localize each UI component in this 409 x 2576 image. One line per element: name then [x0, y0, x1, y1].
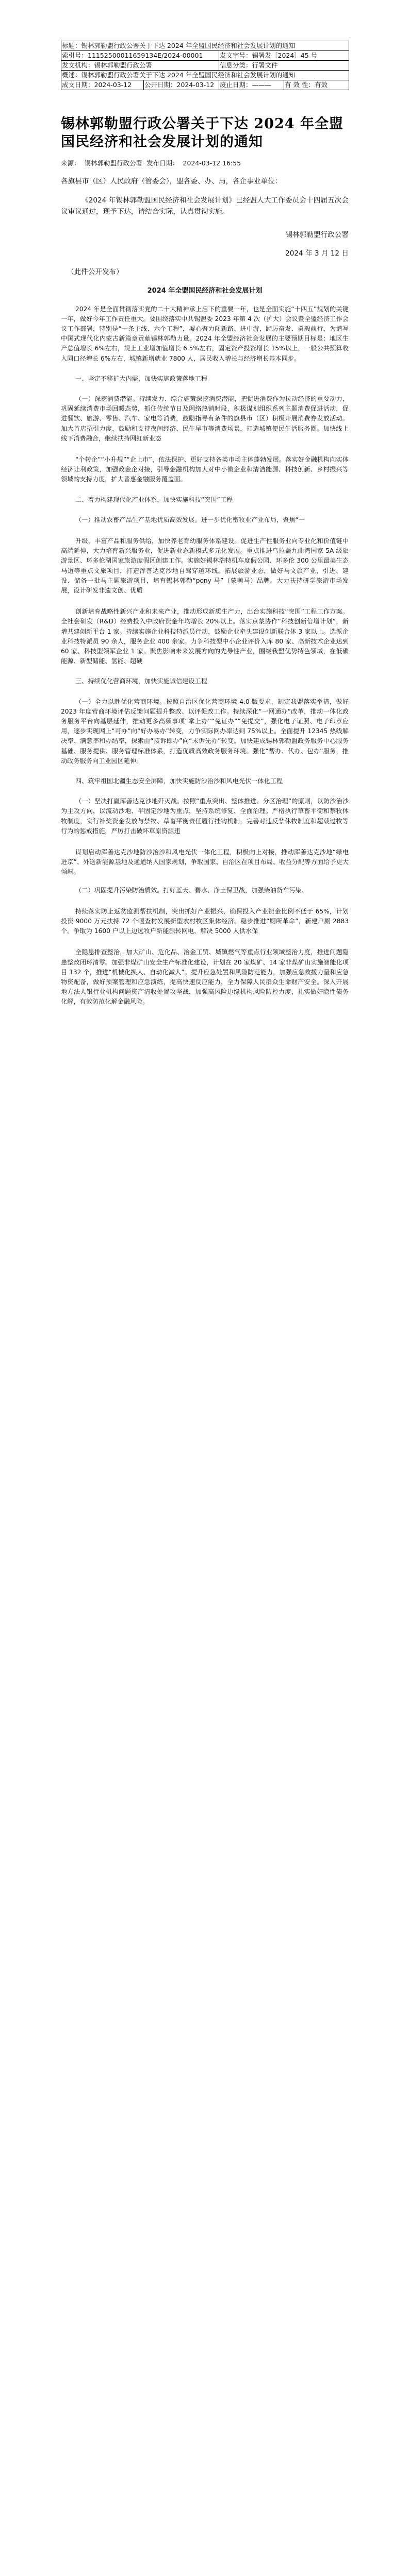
document-title: 锡林郭勒盟行政公署关于下达 2024 年全盟国民经济和社会发展计划的通知 [61, 116, 343, 150]
signature: 锡林郭勒盟行政公署 [285, 230, 349, 239]
plan-preface: 2024 年是全面贯彻落实党的二十大精神承上启下的重要一年，也是全面实施“十四五”规划的关键一年，做好今年工作责任重大。要围绕落实中共锡盟委 2023 年第 4 次（扩大）会议暨全盟经济工作会议工作部署，特别是“一条主线、六个工程”，凝心聚力闯新路、进中游，踔厉奋发、勇毅前行，为谱写中国式现代化内蒙古新篇章贡献锡林郭勒力量。2024 年全盟经济社会发展的主要预期目标是：地区生产总值增长 6%左右，规上工业增加值增长 6.5%左右，固定资产投资增长 15%以上，一般公共预算收入同口径增长 6%左右，城镇新增就业 7800 人，居民收入增长与经济增长基本同步。 [61, 305, 349, 362]
section-paragraph: 升级，丰富产品和服务供给，加快养老育幼服务体系建设。促进生产性服务业向专业化和价值链中高端延伸，大力培育新兴服务业，促进新业态新模式多元化发展。重点推进乌拉盖九曲湾国家 5A 级旅游景区、环多伦湖国家旅游度假区创建工作。实施好锡林浩特机车度假公园、环多伦 300 公里最美生态马道等重点文旅项目，打造浑善达克沙地自驾穿越环线。拓展旅游业态，做好马文旅产业，引进、建设、储备一批马主题旅游项目，培育锡林郭勒“pony 马”（蒙萌马）品牌。大力扶持研学旅游市场发展，设计研发非遗文创、优质 [61, 537, 349, 594]
intro-paragraph: 《2024 年锡林郭勒盟国民经济和社会发展计划》已经盟人大工作委员会十四届五次会议审议通过，现予下达，请结合实际，认真贯彻实施。 [61, 196, 349, 216]
meta-doc-no: 发文字号：锡署发〔2024〕45 号 [219, 51, 349, 61]
public-release-note: （此件公开发布） [67, 267, 123, 276]
salutation: 各旗县市（区）人民政府（管委会），盟各委、办、局，各企事业单位： [61, 177, 282, 185]
meta-category: 信息分类：行署文件 [219, 61, 349, 71]
section-paragraph: （一）坚决打赢浑善达克沙地歼灭战。按照“重点突出、整体推进、分区治理”的原则，以防沙治沙为主攻方向，以流动沙地、半固定沙地为重点，坚持系统修复、全面治理。严格执行草畜平衡和禁牧休牧制度，实行补奖资金发放与禁牧、草畜平衡责任履行挂钩机制，完善对违反禁休牧制度和超载过牧等行为的惩戒措施，严厉打击破坏草原资源违 [61, 798, 349, 835]
document-page [61, 41, 349, 1007]
meta-repeal-date: 废止日期：——— [219, 80, 284, 90]
section-paragraph: 全隐患排查整治，加大矿山、危化品、治金工贸、城镇燃气等重点行业领域整治力度，推进问题隐患整改闭环清零。加强非煤矿山安全生产标准化建设，计划在 20 家煤矿、14 家非煤矿山实施智能化项目 132 个，推进“机械化换人、自动化减人”。提升应急处置和风险防范能力，加强应急救援力量和应急物资配备，做好预案管理和应急演练，提高快速反应能力，全力保障人民群众生命财产安全。深入开展地方法人银行业机构问题资产清收处置攻坚战，加强高风险边缘机构风险防控力度，扎实做好隐性债务化解，有效防范化解金融风险。 [61, 948, 349, 1006]
plan-section [61, 374, 349, 485]
meta-summary: 概述：锡林郭勒盟行政公署关于下达 2024 年全盟国民经济和社会发展计划的通知 [61, 71, 349, 80]
section-heading: 二、着力构建现代化产业体系，加快实施科技“突围”工程 [75, 496, 233, 503]
plan-section [61, 495, 349, 667]
section-paragraph: （一）全力以赴优化营商环境。按照自治区优化营商环境 4.0 版要求，制定我盟落实举措，做好 2023 年度营商环境评估反馈问题提升整改、以评促改工作。持续深化“一网通办”改革，推动一体化政务服务平台向基层延伸，推动更多高频事项“掌上办”“免证办”“免提交”，强化电子证照、电子印章应用，逐步实现网上“可办”向“好办易办”转变，力争实际网办率达到 75%以上。全面提升 12345 热线解决率、满意率和办结率，探索由“接诉即办”向“未诉先办”转变。加快建成锡林郭勒盟政务服务中心服务基础、服务提供、服务管理标准体系，打造优质高效政务服务环境。强化“帮办、代办、包办”服务，推动政务服务向工业园区延伸。 [61, 698, 349, 765]
publish-date-label: 发布日期： [146, 159, 179, 167]
section-paragraph: （一）深挖消费潜能。持续发力、综合施策深挖消费潜能，把促进消费作为拉动经济的重要动力，巩固延续消费市场回暖态势，抓住传统节日及网络热销时段，积极谋划组织系列主题消费促进活动，促进餐饮、旅游、零售、汽车、家电等消费，鼓励指导有条件的旗县市（区）积极开展消费券发放活动。加大首店招引力度，鼓励和支持夜间经济、民生早市等消费场景，打造城镇便民生活服务圈。加快线上线下消费融合，继续扶持网红新业态 [61, 395, 349, 442]
plan-section [61, 676, 349, 766]
publish-date-value: 2024-03-12 16:55 [183, 159, 241, 167]
meta-row-dates [61, 80, 349, 90]
source-line [61, 158, 349, 168]
meta-issuer: 发文机构：锡林郭勒盟行政公署 [61, 61, 219, 71]
section-paragraph: （二）巩固提升污染防治质效。打好蓝天、碧水、净土保卫战，加强柴油货车污染、 [75, 886, 308, 894]
meta-validity: 有 效 性：有效 [284, 80, 349, 90]
section-paragraph: 谋划启动浑善达克沙地防沙治沙和风电光伏一体化工程，积极向上对接，推动浑善达克沙地“绿电进京”、外送新能源基地及通道纳入国家规划，争取国家、自治区在项目布局、收益分配等方面给予更大倾斜。 [61, 849, 349, 876]
metadata-table [61, 41, 349, 90]
meta-title: 标题：锡林郭勒盟行政公署关于下达 2024 年全盟国民经济和社会发展计划的通知 [61, 41, 349, 51]
signature-date: 2024 年 3 月 12 日 [285, 249, 349, 258]
section-heading: 三、持续优化营商环境，加快实施诚信建设工程 [75, 677, 207, 685]
source-value: 锡林郭勒盟行政公署 [84, 159, 143, 167]
section-heading: 一、坚定不移扩大内需，加快实施政策落地工程 [75, 375, 207, 382]
section-paragraph: “个转企”“小升规”“企上市”，依法保护、更好支持各类市场主体蓬勃发展。落实好金融机构向实体经济让利政策，加强政金企对接，引导金融机构加大对中小微企业和清洁能源、科技创新、乡村振兴等领域的支持力度，扩大普惠金融服务覆盖面。 [61, 455, 349, 483]
section-paragraph: （一）推动农畜产品生产基地优质高效发展。进一步优化畜牧业产业布局，聚焦“一 [75, 516, 305, 523]
meta-written-date: 成文日期：2024-03-12 [61, 80, 144, 90]
section-paragraph: 持续落实防止返贫监测帮扶机制，突出抓好产业振兴，确保投入产业资金比例不低于 65%，计划投资 9000 万元扶持 72 个嘎查村发展新型农村牧区集体经济。稳步推进“厕所革命”，新建户厕 2883 个。争取为 1600 户以上边远牧户新能源转网电，解决 5000 人供水保 [61, 907, 349, 935]
plan-section [61, 776, 349, 1007]
meta-row-index [61, 51, 349, 61]
plan-title: 2024 年全盟国民经济和社会发展计划 [147, 286, 263, 295]
meta-index-no: 索引号：11152500011659134E/2024-00001 [61, 51, 219, 61]
meta-row-summary [61, 71, 349, 80]
source-label: 来源： [61, 159, 80, 167]
plan-body [61, 304, 349, 1007]
meta-publish-date: 公开日期：2024-03-12 [144, 80, 219, 90]
meta-row-title [61, 41, 349, 51]
section-heading: 四、筑牢祖国北疆生态安全屏障，加快实施防沙治沙和风电光伏一体化工程 [75, 777, 283, 785]
meta-row-issuer [61, 61, 349, 71]
section-paragraph: 创新培育战略性新兴产业和未来产业，推动形成新质生产力，出台实施科技“突围”工程工作方案。全社会研发（R&D）经费投入中政府资金年均增长 20%以上。落实京蒙协作“科技创新倍增计划”，新增共建创新平台 1 家。持续实施企业科技特派员行动，鼓励企业牵头建设创新联合体 3 家以上。选派企业科技特派员 90 余人，服务企业 400 余家。力争科技型中小企业评价入库 80 家、高新技术企业达到 60 家、科技型领军企业 1 家。聚焦影响未来发展方向的先导性产业，围绕我盟优势特色领域，在低碳能源、新型储能、氢能、超硬 [61, 608, 349, 665]
